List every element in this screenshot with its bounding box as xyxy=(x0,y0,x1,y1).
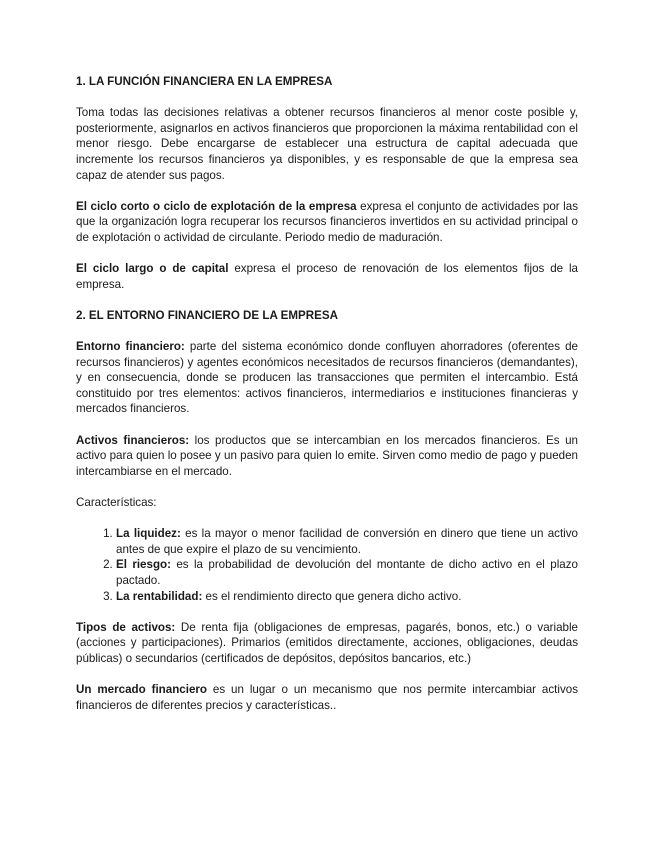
caracteristicas-label: Características: xyxy=(76,496,157,510)
tipos-text: De renta fija (obligaciones de empresas, pagarés, bonos, etc.) o variable (acciones y participaciones). Primarios (emitidos directamente, acciones, obligaciones, deudas públicas) o secundarios (certificados de depósitos, depósitos bancarios, etc.) xyxy=(76,620,578,665)
tipos-term: Tipos de activos: xyxy=(76,620,176,634)
list-item xyxy=(116,557,578,588)
ciclo-largo-paragraph xyxy=(76,261,578,292)
section-1-heading: 1. LA FUNCIÓN FINANCIERA EN LA EMPRESA xyxy=(76,75,333,88)
list-item-text: es la mayor o menor facilidad de conversión en dinero que tiene un activo antes de que expire el plazo de su vencimiento. xyxy=(116,527,578,556)
ciclo-largo-term: El ciclo largo o de capital xyxy=(76,262,229,276)
entorno-paragraph xyxy=(76,339,578,417)
section-2-heading: 2. EL ENTORNO FINANCIERO DE LA EMPRESA xyxy=(76,308,338,322)
mercado-term: Un mercado financiero xyxy=(76,683,207,697)
document-page xyxy=(76,74,578,729)
tipos-paragraph xyxy=(76,620,578,667)
activos-text: los productos que se intercambian en los mercados financieros. Es un activo para quien lo posee y un pasivo para quien lo emite. Sirven como medio de pago y pueden intercambiarse en el mercado. xyxy=(76,433,578,478)
ciclo-corto-term: El ciclo corto o ciclo de explotación de la empresa xyxy=(76,199,357,213)
list-item-text: es la probabilidad de devolución del montante de dicho activo en el plazo pactado. xyxy=(116,558,578,587)
entorno-term: Entorno financiero: xyxy=(76,340,185,354)
ciclo-corto-paragraph xyxy=(76,199,578,246)
list-item xyxy=(116,589,578,605)
mercado-text: es un lugar o un mecanismo que nos permite intercambiar activos financieros de diferentes precios y características.. xyxy=(76,683,578,712)
list-item-term: La rentabilidad: xyxy=(116,589,203,603)
activos-term: Activos financieros: xyxy=(76,433,190,447)
list-item-term: La liquidez: xyxy=(116,527,181,541)
list-item-term: El riesgo: xyxy=(116,558,171,572)
activos-paragraph xyxy=(76,433,578,480)
ciclo-corto-text: expresa el conjunto de actividades por las que la organización logra recuperar los recursos financieros invertidos en su actividad principal o de explotación o actividad de circulante. Periodo medio de maduración. xyxy=(76,199,578,244)
entorno-text: parte del sistema económico donde confluyen ahorradores (oferentes de recursos financieros) y agentes económicos necesitados de recursos financieros (demandantes), y en consecuencia, donde se producen las transacciones que permiten el intercambio. Está constituido por tres elementos: activos financieros, intermediarios e instituciones financieras y mercados financieros. xyxy=(76,340,578,416)
mercado-paragraph xyxy=(76,682,578,713)
list-item-text: es el rendimiento directo que genera dicho activo. xyxy=(202,589,462,603)
caracteristicas-list xyxy=(76,526,578,604)
ciclo-largo-text: expresa el proceso de renovación de los elementos fijos de la empresa. xyxy=(76,262,578,291)
section-1-intro-paragraph: Toma todas las decisiones relativas a obtener recursos financieros al menor coste posible y, posteriormente, asignarlos en activos financieros que proporcionen la máxima rentabilidad con el menor riesgo. Debe encargarse de establecer una estructura de capital adecuada que incremente los recursos financieros ya disponibles, y es responsable de que la empresa sea capaz de atender sus pagos. xyxy=(76,106,578,182)
list-item xyxy=(116,526,578,557)
